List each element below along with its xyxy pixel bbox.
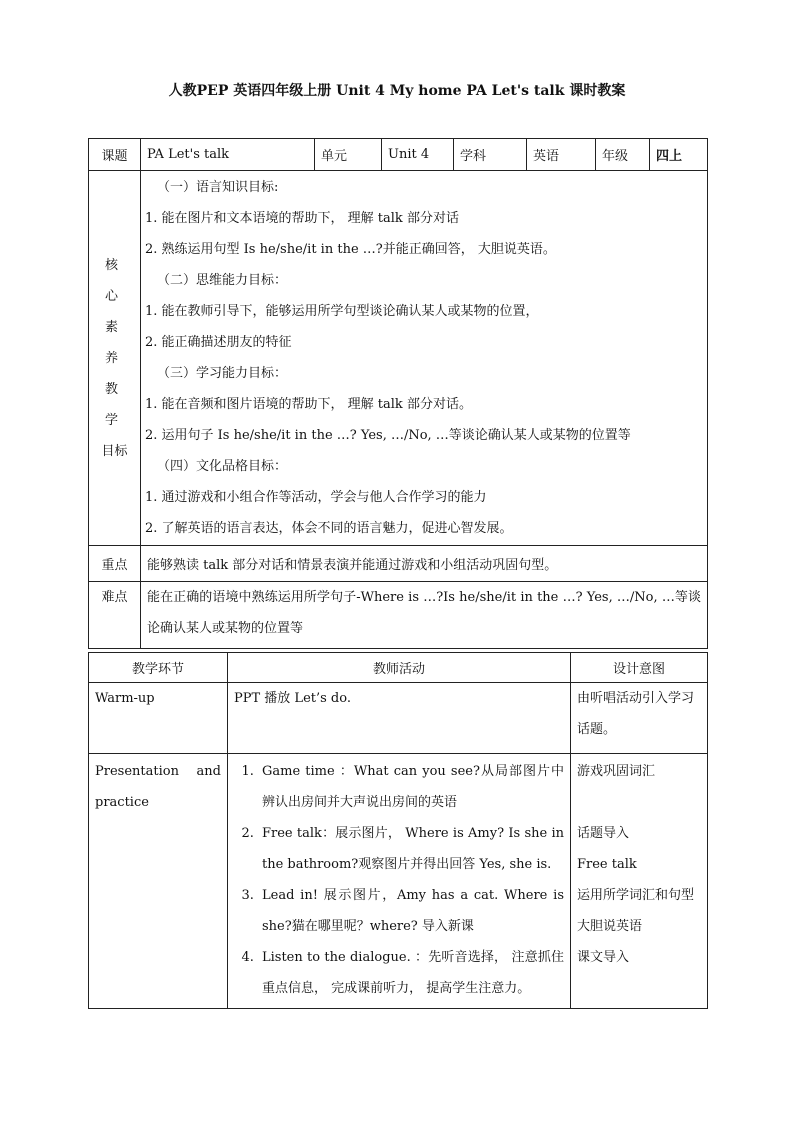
grade-label: 年级 — [596, 139, 650, 171]
key-points-row — [89, 546, 708, 582]
activity-steps — [230, 756, 564, 1004]
difficulties-label: 难点 — [89, 582, 141, 649]
warmup-row — [89, 683, 708, 754]
core-goals-row — [89, 171, 708, 546]
goal-heading: （四）文化品格目标： — [157, 459, 288, 474]
presentation-row — [89, 754, 708, 1009]
teaching-process-table — [88, 652, 708, 1009]
goal-item: 2. 运用句子 Is he/she/it in the …? Yes, …/No, …等谈论确认某人或某物的位置等 — [145, 428, 631, 443]
warmup-intent: 由听唱活动引入学习话题。 — [571, 683, 708, 754]
presentation-intent — [571, 754, 708, 1009]
goal-item: 2. 能正确描述朋友的特征 — [145, 335, 292, 350]
goal-item: 1. 能在音频和图片语境的帮助下， 理解 talk 部分对话。 — [145, 397, 472, 412]
goal-heading: （一）语言知识目标: — [157, 180, 279, 195]
activity-step: 1. Game time ：What can you see?从局部图片中辨认出房间并大声说出房间的英语 — [258, 756, 564, 818]
info-row — [89, 139, 708, 171]
intent-item: 课文导入 — [577, 950, 630, 965]
intent-item: Free talk — [577, 857, 637, 872]
presentation-stage: Presentation and practice — [89, 754, 228, 1009]
difficulties-row — [89, 582, 708, 649]
goal-item: 2. 熟练运用句型 Is he/she/it in the …?并能正确回答， 大胆说英语。 — [145, 242, 556, 257]
warmup-stage: Warm-up — [89, 683, 228, 754]
core-goals-content — [141, 171, 708, 546]
document-title: 人教PEP 英语四年级上册 Unit 4 My home PA Let's talk 课时教案 — [168, 83, 626, 99]
process-header-row — [89, 653, 708, 683]
goal-item: 1. 通过游戏和小组合作等活动，学会与他人合作学习的能力 — [145, 490, 487, 505]
lesson-label: 课题 — [89, 139, 141, 171]
goal-item: 2. 了解英语的语言表达，体会不同的语言魅力，促进心智发展。 — [145, 521, 513, 536]
key-points-text: 能够熟读 talk 部分对话和情景表演并能通过游戏和小组活动巩固句型。 — [141, 546, 708, 582]
header-stage: 教学环节 — [89, 653, 228, 683]
activity-step: 4. Listen to the dialogue. ：先听音选择， 注意抓住重点信息， 完成课前听力， 提高学生注意力。 — [258, 942, 564, 1004]
header-intent: 设计意图 — [571, 653, 708, 683]
intent-item: 运用所学词汇和句型大胆说英语 — [577, 888, 695, 934]
lesson-value: PA Let's talk — [141, 139, 315, 171]
goal-item: 1. 能在图片和文本语境的帮助下， 理解 talk 部分对话 — [145, 211, 459, 226]
lesson-info-table — [88, 138, 708, 649]
intent-item: 游戏巩固词汇 — [577, 764, 656, 779]
activity-step: 2. Free talk：展示图片， Where is Amy? Is she in the bathroom?观察图片并得出回答 Yes, she is. — [258, 818, 564, 880]
grade-value: 四上 — [650, 139, 708, 171]
presentation-activity — [228, 754, 571, 1009]
warmup-activity: PPT 播放 Let’s do. — [228, 683, 571, 754]
goal-item: 1. 能在教师引导下，能够运用所学句型谈论确认某人或某物的位置， — [145, 304, 539, 319]
key-points-label: 重点 — [89, 546, 141, 582]
intent-item: 话题导入 — [577, 826, 630, 841]
header-activity: 教师活动 — [228, 653, 571, 683]
subject-label: 学科 — [454, 139, 527, 171]
goal-heading: （二）思维能力目标： — [157, 273, 288, 288]
goal-heading: （三）学习能力目标： — [157, 366, 288, 381]
subject-value: 英语 — [527, 139, 596, 171]
core-goals-label: 核 心 素 养 教 学 目标 — [89, 171, 141, 546]
unit-label: 单元 — [315, 139, 382, 171]
difficulties-text: 能在正确的语境中熟练运用所学句子-Where is …?Is he/she/it in the …? Yes, …/No, …等谈论确认某人或某物的位置等 — [141, 582, 708, 649]
unit-value: Unit 4 — [382, 139, 454, 171]
activity-step: 3. Lead in! 展示图片，Amy has a cat. Where is she?猫在哪里呢？where? 导入新课 — [258, 880, 564, 942]
